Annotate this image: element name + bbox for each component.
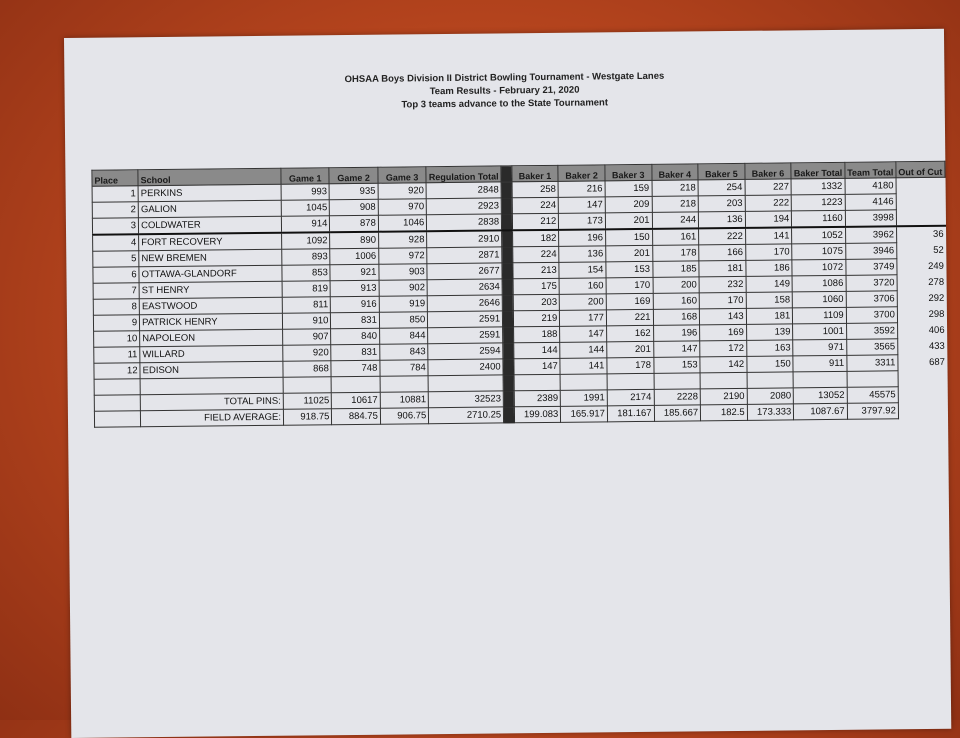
cell-b4: 244 bbox=[652, 212, 699, 229]
cell-reg: 2838 bbox=[427, 214, 502, 231]
col-school: School bbox=[138, 168, 281, 185]
avg-team: 3797.92 bbox=[847, 403, 898, 420]
cell-place: 7 bbox=[93, 283, 139, 299]
cell-tt: 3700 bbox=[846, 307, 897, 324]
cell-g2: 831 bbox=[331, 312, 380, 329]
cell-b1: 224 bbox=[512, 246, 559, 262]
column-separator bbox=[502, 230, 513, 247]
cell-cut: 292 bbox=[928, 292, 945, 304]
cell-b5: 142 bbox=[700, 356, 747, 372]
cell-g3: 928 bbox=[378, 231, 427, 248]
cell-school: NEW BREMEN bbox=[139, 249, 282, 266]
cell-b3: 201 bbox=[605, 212, 652, 229]
cell-tt: 3311 bbox=[847, 355, 898, 372]
cell-g1: 910 bbox=[282, 313, 331, 330]
col-baker6: Baker 6 bbox=[745, 163, 792, 179]
cell-b1: 224 bbox=[512, 197, 559, 213]
column-separator bbox=[502, 295, 513, 311]
cell-b6: 149 bbox=[746, 276, 793, 292]
cell-b2: 144 bbox=[560, 342, 607, 358]
cell-b5: 143 bbox=[700, 308, 747, 324]
cell-place: 9 bbox=[93, 315, 139, 331]
cell-tt: 3962 bbox=[845, 226, 896, 243]
cell-g1: 1045 bbox=[281, 200, 330, 217]
cell-bt: 971 bbox=[793, 339, 847, 356]
avg-g1: 918.75 bbox=[283, 409, 332, 426]
cell-g2: 1006 bbox=[330, 248, 379, 265]
cell-b4: 218 bbox=[652, 180, 699, 196]
avg-b2: 165.917 bbox=[561, 406, 608, 422]
cell-bt: 911 bbox=[793, 355, 847, 372]
cell-b3: 170 bbox=[606, 277, 653, 293]
cell-b1: 147 bbox=[514, 358, 561, 374]
cell-b3: 209 bbox=[605, 196, 652, 212]
cell-g1: 914 bbox=[281, 216, 330, 233]
cell-bt: 1086 bbox=[792, 275, 846, 292]
cell-place: 1 bbox=[92, 186, 138, 202]
cell-b5: 232 bbox=[699, 276, 746, 292]
cell-g3: 850 bbox=[379, 312, 428, 329]
cell-b2: 200 bbox=[560, 294, 607, 310]
cell-g2: 890 bbox=[330, 232, 379, 249]
cell-g3: 1046 bbox=[378, 215, 427, 232]
cell-b5: 136 bbox=[699, 211, 746, 228]
cell-tt: 3720 bbox=[846, 275, 897, 292]
cell-b4: 196 bbox=[653, 325, 700, 341]
cell-b3: 201 bbox=[607, 341, 654, 357]
cell-cut bbox=[896, 177, 945, 194]
cell-g2: 831 bbox=[331, 344, 380, 361]
cell-place: 4 bbox=[93, 234, 139, 251]
cell-b3: 162 bbox=[606, 325, 653, 341]
cell-b6: 139 bbox=[746, 324, 793, 340]
cell-place: 5 bbox=[93, 251, 139, 267]
cell-cut: 249 bbox=[928, 260, 944, 272]
total-g3: 10881 bbox=[380, 392, 429, 409]
cell-b1: 175 bbox=[513, 278, 560, 294]
cell-cut bbox=[896, 209, 945, 226]
cell-cut: 36 bbox=[932, 229, 944, 241]
col-game1: Game 1 bbox=[281, 168, 330, 185]
cell-school: WILLARD bbox=[140, 345, 283, 362]
col-baker-total: Baker Total bbox=[791, 162, 845, 179]
cell-school: EASTWOOD bbox=[139, 297, 282, 314]
cell-b4: 218 bbox=[652, 196, 699, 212]
cell-b6: 222 bbox=[745, 195, 792, 211]
cell-b3: 178 bbox=[607, 357, 654, 373]
cell-bt: 1001 bbox=[793, 323, 847, 340]
column-separator bbox=[501, 182, 512, 198]
cell-place: 12 bbox=[94, 363, 140, 379]
cell-b1: 203 bbox=[513, 294, 560, 310]
cell-cut bbox=[896, 193, 945, 210]
cell-b6: 158 bbox=[746, 292, 793, 308]
cell-reg: 2591 bbox=[428, 327, 503, 344]
cell-school: EDISON bbox=[140, 361, 283, 378]
col-baker4: Baker 4 bbox=[651, 164, 698, 180]
cell-b2: 216 bbox=[558, 181, 605, 197]
cell-cut: 433 bbox=[928, 340, 945, 352]
cell-b5: 172 bbox=[700, 340, 747, 356]
cell-tt: 4146 bbox=[845, 194, 896, 211]
cell-reg: 2848 bbox=[426, 182, 501, 199]
cell-b2: 154 bbox=[559, 262, 606, 278]
avg-b3: 181.167 bbox=[607, 405, 654, 421]
col-regulation-total: Regulation Total bbox=[426, 166, 501, 183]
cell-reg: 2634 bbox=[427, 279, 502, 296]
cell-b2: 160 bbox=[559, 278, 606, 294]
cell-tt: 3706 bbox=[846, 291, 897, 308]
results-table bbox=[91, 161, 948, 428]
cell-b4: 153 bbox=[653, 357, 700, 373]
cell-b4: 168 bbox=[653, 309, 700, 325]
cell-tt: 4180 bbox=[845, 178, 896, 195]
advance-note: Top 3 teams advance to the State Tournament bbox=[401, 97, 609, 111]
cell-b3: 201 bbox=[606, 245, 653, 261]
total-b4: 2228 bbox=[654, 389, 701, 405]
total-pins-label: TOTAL PINS: bbox=[140, 393, 283, 410]
cell-g1: 893 bbox=[282, 249, 331, 266]
cell-g1: 868 bbox=[283, 361, 332, 378]
cell-g2: 921 bbox=[330, 264, 379, 281]
cell-b5: 254 bbox=[698, 179, 745, 195]
total-b2: 1991 bbox=[561, 390, 608, 406]
total-reg: 32523 bbox=[429, 391, 504, 408]
cell-place: 11 bbox=[94, 347, 140, 363]
cell-b3: 221 bbox=[606, 309, 653, 325]
cell-g1: 920 bbox=[283, 345, 332, 362]
total-b6: 2080 bbox=[747, 388, 794, 404]
cell-school: COLDWATER bbox=[138, 216, 281, 234]
cell-b5: 169 bbox=[700, 324, 747, 340]
avg-reg: 2710.25 bbox=[429, 407, 504, 424]
cell-g3: 902 bbox=[379, 280, 428, 297]
cell-b3: 153 bbox=[606, 261, 653, 277]
cell-b1: 144 bbox=[513, 342, 560, 358]
cell-place: 6 bbox=[93, 267, 139, 283]
column-separator bbox=[502, 279, 513, 295]
total-baker: 13052 bbox=[794, 387, 848, 404]
total-b5: 2190 bbox=[700, 388, 747, 404]
column-separator bbox=[503, 359, 514, 375]
cell-school: PERKINS bbox=[138, 184, 281, 201]
total-g2: 10617 bbox=[332, 392, 381, 409]
cell-reg: 2923 bbox=[427, 198, 502, 215]
cell-g2: 878 bbox=[330, 215, 379, 232]
cell-b1: 182 bbox=[512, 230, 559, 247]
cell-b6: 227 bbox=[745, 179, 792, 195]
cell-reg: 2910 bbox=[427, 230, 502, 247]
cell-school: NAPOLEON bbox=[140, 329, 283, 346]
cell-reg: 2594 bbox=[428, 343, 503, 360]
cell-b2: 173 bbox=[559, 213, 606, 230]
col-game3: Game 3 bbox=[378, 167, 427, 184]
cell-place: 8 bbox=[93, 299, 139, 315]
cell-b6: 186 bbox=[746, 260, 793, 276]
cell-g3: 920 bbox=[378, 183, 427, 200]
cell-b4: 200 bbox=[653, 277, 700, 293]
cell-b3: 169 bbox=[606, 293, 653, 309]
cell-school: PATRICK HENRY bbox=[140, 313, 283, 330]
cell-school: OTTAWA-GLANDORF bbox=[139, 265, 282, 282]
cell-tt: 3565 bbox=[846, 339, 897, 356]
cell-g2: 748 bbox=[331, 360, 380, 377]
cell-g2: 840 bbox=[331, 328, 380, 345]
cell-b1: 219 bbox=[513, 310, 560, 326]
column-separator bbox=[503, 311, 514, 327]
column-separator bbox=[503, 343, 514, 359]
cell-g3: 784 bbox=[380, 360, 429, 377]
cell-b5: 166 bbox=[699, 244, 746, 260]
cell-cut: 406 bbox=[928, 324, 945, 336]
cell-bt: 1075 bbox=[792, 243, 846, 260]
cell-g3: 844 bbox=[379, 328, 428, 345]
cell-g1: 853 bbox=[282, 265, 331, 282]
cell-school: GALION bbox=[138, 200, 281, 217]
column-separator bbox=[502, 247, 513, 263]
cell-cut: 52 bbox=[933, 244, 944, 256]
col-baker2: Baker 2 bbox=[558, 165, 605, 181]
cell-b2: 147 bbox=[559, 197, 606, 213]
cell-b4: 161 bbox=[652, 228, 699, 245]
col-baker5: Baker 5 bbox=[698, 163, 745, 179]
avg-b4: 185.667 bbox=[654, 405, 701, 421]
cell-tt: 3592 bbox=[846, 323, 897, 340]
cell-b2: 147 bbox=[560, 326, 607, 342]
cell-g3: 972 bbox=[379, 248, 428, 265]
avg-b6: 173.333 bbox=[747, 404, 794, 420]
cell-g2: 913 bbox=[330, 280, 379, 297]
cell-g3: 843 bbox=[380, 344, 429, 361]
total-b1: 2389 bbox=[514, 390, 561, 406]
col-team-total: Team Total bbox=[845, 162, 896, 179]
cell-tt: 3998 bbox=[845, 210, 896, 227]
results-sheet bbox=[64, 29, 951, 738]
cell-b3: 159 bbox=[605, 180, 652, 196]
cell-b2: 196 bbox=[559, 229, 606, 246]
cell-g1: 811 bbox=[282, 297, 331, 314]
cell-b3: 150 bbox=[605, 229, 652, 246]
avg-baker: 1087.67 bbox=[794, 403, 848, 420]
cell-school: ST HENRY bbox=[139, 281, 282, 298]
cell-g2: 916 bbox=[331, 296, 380, 313]
tournament-title: OHSAA Boys Division II District Bowling Tournament - Westgate Lanes bbox=[344, 70, 665, 86]
cell-g1: 993 bbox=[281, 184, 330, 201]
cell-b5: 170 bbox=[699, 292, 746, 308]
cell-b6: 163 bbox=[746, 340, 793, 356]
cell-b2: 177 bbox=[560, 310, 607, 326]
cell-bt: 1109 bbox=[793, 307, 847, 324]
cell-reg: 2591 bbox=[428, 311, 503, 328]
cell-g1: 907 bbox=[283, 329, 332, 346]
cell-g3: 970 bbox=[378, 199, 427, 216]
cell-tt: 3946 bbox=[845, 243, 896, 260]
avg-g2: 884.75 bbox=[332, 408, 381, 425]
cell-g1: 1092 bbox=[282, 232, 331, 249]
cell-bt: 1072 bbox=[792, 259, 846, 276]
cell-b6: 181 bbox=[746, 308, 793, 324]
column-separator bbox=[502, 214, 513, 231]
col-game2: Game 2 bbox=[329, 167, 378, 184]
col-out-of-cut: Out of Cut bbox=[896, 161, 945, 178]
cell-g1: 819 bbox=[282, 281, 331, 298]
cell-school: FORT RECOVERY bbox=[139, 233, 282, 251]
cell-b6: 150 bbox=[747, 356, 794, 372]
cell-b1: 188 bbox=[513, 326, 560, 342]
cell-b5: 181 bbox=[699, 260, 746, 276]
total-team: 45575 bbox=[847, 387, 898, 404]
cell-cut: 298 bbox=[928, 308, 945, 320]
cell-reg: 2400 bbox=[428, 359, 503, 376]
results-date: Team Results - February 21, 2020 bbox=[429, 84, 580, 98]
cell-place: 3 bbox=[92, 218, 138, 235]
cell-b6: 170 bbox=[745, 244, 792, 260]
cell-tt: 3749 bbox=[846, 259, 897, 276]
column-separator bbox=[502, 263, 513, 279]
avg-g3: 906.75 bbox=[380, 408, 429, 425]
avg-b5: 182.5 bbox=[701, 404, 748, 420]
cell-b2: 136 bbox=[559, 246, 606, 262]
cell-b5: 222 bbox=[699, 228, 746, 245]
cell-b1: 212 bbox=[512, 213, 559, 230]
cell-b5: 203 bbox=[698, 195, 745, 211]
cell-b2: 141 bbox=[560, 358, 607, 374]
cell-b6: 194 bbox=[745, 211, 792, 228]
col-place: Place bbox=[92, 170, 138, 186]
column-separator bbox=[501, 166, 512, 182]
cell-bt: 1060 bbox=[793, 291, 847, 308]
cell-g2: 908 bbox=[330, 199, 379, 216]
total-g1: 11025 bbox=[283, 393, 332, 410]
column-separator bbox=[503, 327, 514, 343]
avg-b1: 199.083 bbox=[514, 406, 561, 422]
cell-g2: 935 bbox=[329, 183, 378, 200]
cell-b1: 213 bbox=[513, 262, 560, 278]
cell-b4: 147 bbox=[653, 341, 700, 357]
col-baker1: Baker 1 bbox=[512, 165, 559, 181]
cell-place: 10 bbox=[94, 331, 140, 347]
cell-place: 2 bbox=[92, 202, 138, 218]
cell-b4: 185 bbox=[652, 261, 699, 277]
cell-b1: 258 bbox=[512, 181, 559, 197]
cell-reg: 2646 bbox=[428, 295, 503, 312]
total-b3: 2174 bbox=[607, 389, 654, 405]
column-separator bbox=[501, 198, 512, 214]
cell-bt: 1052 bbox=[792, 227, 846, 244]
cell-b4: 178 bbox=[652, 245, 699, 261]
col-baker3: Baker 3 bbox=[605, 164, 652, 180]
cell-b4: 160 bbox=[653, 293, 700, 309]
cell-bt: 1332 bbox=[791, 178, 845, 195]
cell-bt: 1223 bbox=[792, 194, 846, 211]
cell-cut: 278 bbox=[928, 276, 945, 288]
cell-reg: 2677 bbox=[427, 263, 502, 280]
field-average-label: FIELD AVERAGE: bbox=[141, 409, 284, 426]
cell-reg: 2871 bbox=[427, 247, 502, 264]
cell-bt: 1160 bbox=[792, 210, 846, 227]
cell-b6: 141 bbox=[745, 227, 792, 244]
document-header bbox=[64, 67, 944, 115]
cell-g3: 919 bbox=[379, 296, 428, 313]
cell-g3: 903 bbox=[379, 264, 428, 281]
cell-cut: 687 bbox=[929, 356, 946, 368]
